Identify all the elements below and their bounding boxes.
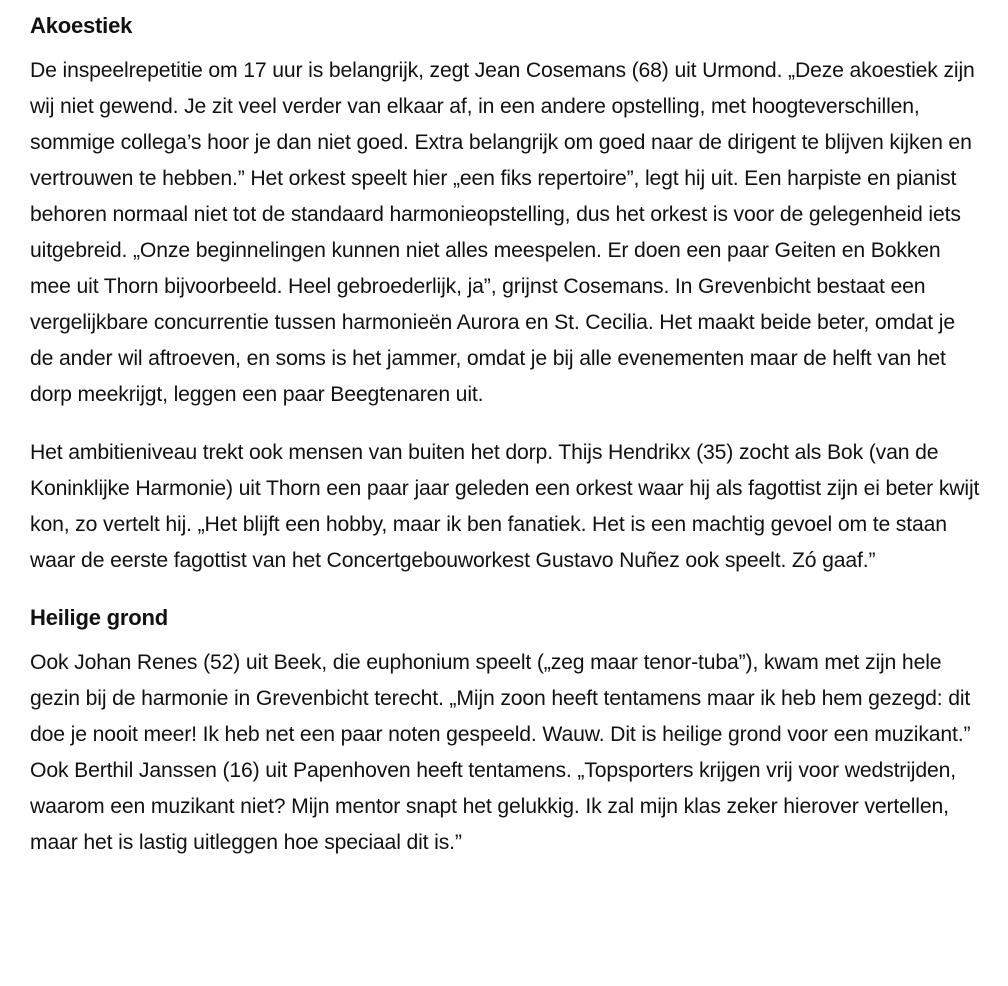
section-heading-heilige-grond: Heilige grond xyxy=(30,605,168,630)
section-heading-akoestiek: Akoestiek xyxy=(30,13,133,38)
paragraph-akoestiek-2: Het ambitieniveau trekt ook mensen van buiten het dorp. Thijs Hendrikx (35) zocht als Bok (van de Koninklijke Harmonie) uit Thorn een paar jaar geleden een orkest waar hij als fagottist zijn ei beter kwijt kon, zo vertelt hij. „Het blijft een hobby, maar ik ben fanatiek. Het is een machtig gevoel om te staan waar de eerste fagottist van het Concertgebouworkest Gustavo Nuñez ook speelt. Zó gaaf.” xyxy=(30,441,980,572)
paragraph-akoestiek-1: De inspeelrepetitie om 17 uur is belangrijk, zegt Jean Cosemans (68) uit Urmond. „Deze akoestiek zijn wij niet gewend. Je zit veel verder van elkaar af, in een andere opstelling, met hoogteverschillen, sommige collega’s hoor je dan niet goed. Extra belangrijk om goed naar de dirigent te blijven kijken en vertrouwen te hebben.” Het orkest speelt hier „een fiks repertoire”, legt hij uit. Een harpiste en pianist behoren normaal niet tot de standaard harmonieopstelling, dus het orkest is voor de gelegenheid iets uitgebreid. „Onze beginnelingen kunnen niet alles meespelen. Er doen een paar Geiten en Bokken mee uit Thorn bijvoorbeeld. Heel gebroederlijk, ja”, grijnst Cosemans. In Grevenbicht bestaat een vergelijkbare concurrentie tussen harmonieën Aurora en St. Cecilia. Het maakt beide beter, omdat je de ander wil aftroeven, en soms is het jammer, omdat je bij alle evenementen maar de helft van het dorp meekrijgt, leggen een paar Beegtenaren uit. xyxy=(30,59,975,406)
paragraph-heilige-grond-1: Ook Johan Renes (52) uit Beek, die euphonium speelt („zeg maar tenor-tuba”), kwam met zijn hele gezin bij de harmonie in Grevenbicht terecht. „Mijn zoon heeft tentamens maar ik heb hem gezegd: dit doe je nooit meer! Ik heb net een paar noten gespeeld. Wauw. Dit is heilige grond voor een muzikant.” Ook Berthil Janssen (16) uit Papenhoven heeft tentamens. „Topsporters krijgen vrij voor wedstrijden, waarom een muzikant niet? Mijn mentor snapt het gelukkig. Ik zal mijn klas zeker hierover vertellen, maar het is lastig uitleggen hoe speciaal dit is.” xyxy=(30,651,971,854)
